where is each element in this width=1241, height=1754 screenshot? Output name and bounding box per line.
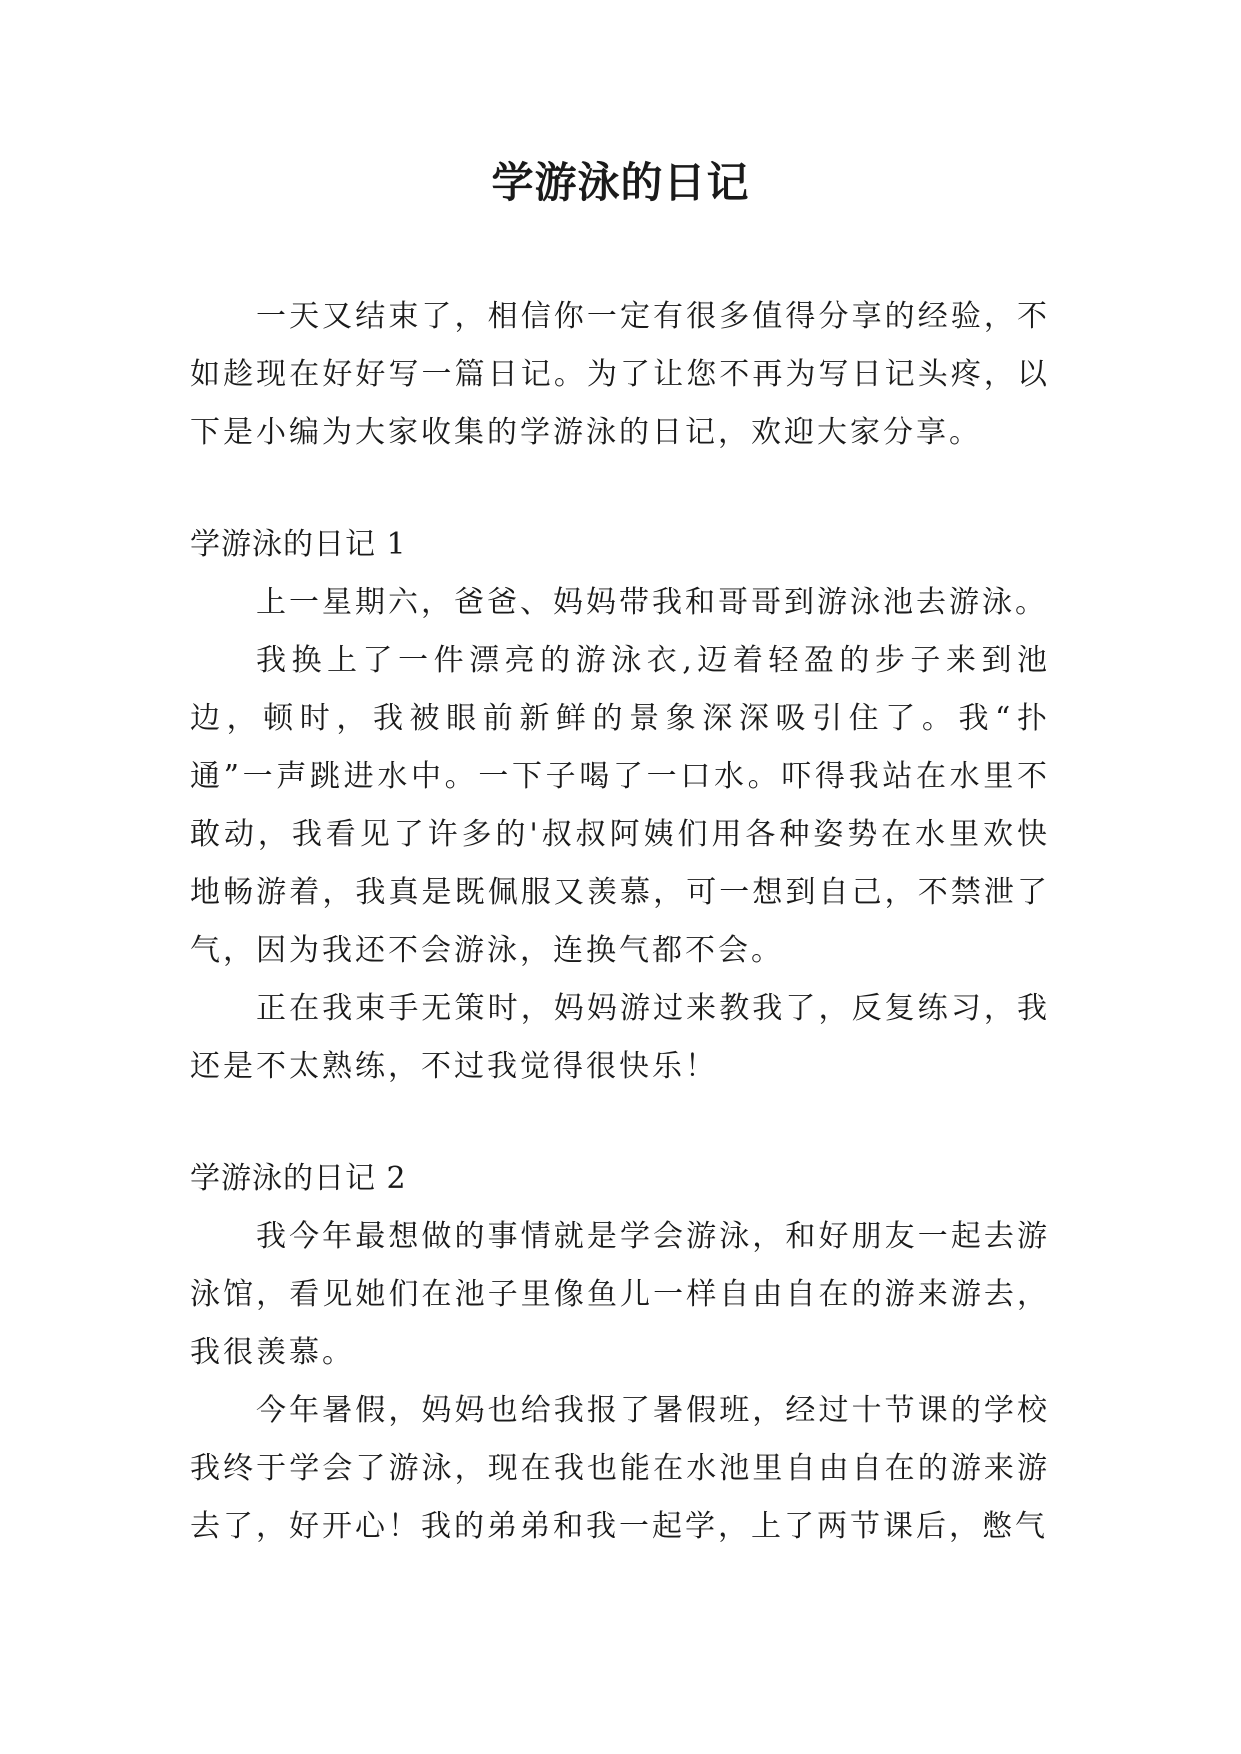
- paragraph: 上一星期六，爸爸、妈妈带我和哥哥到游泳池去游泳。: [256, 585, 1048, 620]
- paragraph: 我换上了一件漂亮的游泳衣,迈着轻盈的步子来到池边，顿时，我被眼前新鲜的景象深深吸引住了。我“扑通”一声跳进水中。一下子喝了一口水。吓得我站在水里不敢动，我看见了许多的'叔叔阿姨们用各种姿势在水里欢快地畅游着，我真是既佩服又羡慕，可一想到自己，不禁泄了气，因为我还不会游泳，连换气都不会。: [190, 643, 1050, 968]
- intro-paragraph: 一天又结束了，相信你一定有很多值得分享的经验，不如趁现在好好写一篇日记。为了让您不再为写日记头疼，以下是小编为大家收集的学游泳的日记，欢迎大家分享。: [190, 299, 1050, 450]
- diary-section-2: [190, 1150, 1050, 1556]
- paragraph: 今年暑假，妈妈也给我报了暑假班，经过十节课的学校我终于学会了游泳，现在我也能在水池里自由自在的游来游去了，好开心！我的弟弟和我一起学，上了两节课后，憋气: [190, 1393, 1050, 1544]
- section-heading: 学游泳的日记 1: [190, 527, 407, 562]
- diary-section-1: [190, 516, 1050, 1096]
- section-heading: 学游泳的日记 2: [190, 1161, 407, 1196]
- document-body: [190, 288, 1050, 1556]
- document-title: 学游泳的日记: [491, 158, 750, 207]
- paragraph: 我今年最想做的事情就是学会游泳，和好朋友一起去游泳馆，看见她们在池子里像鱼儿一样自由自在的游来游去，我很羡慕。: [190, 1219, 1050, 1370]
- paragraph: 正在我束手无策时，妈妈游过来教我了，反复练习，我还是不太熟练，不过我觉得很快乐！: [190, 991, 1050, 1084]
